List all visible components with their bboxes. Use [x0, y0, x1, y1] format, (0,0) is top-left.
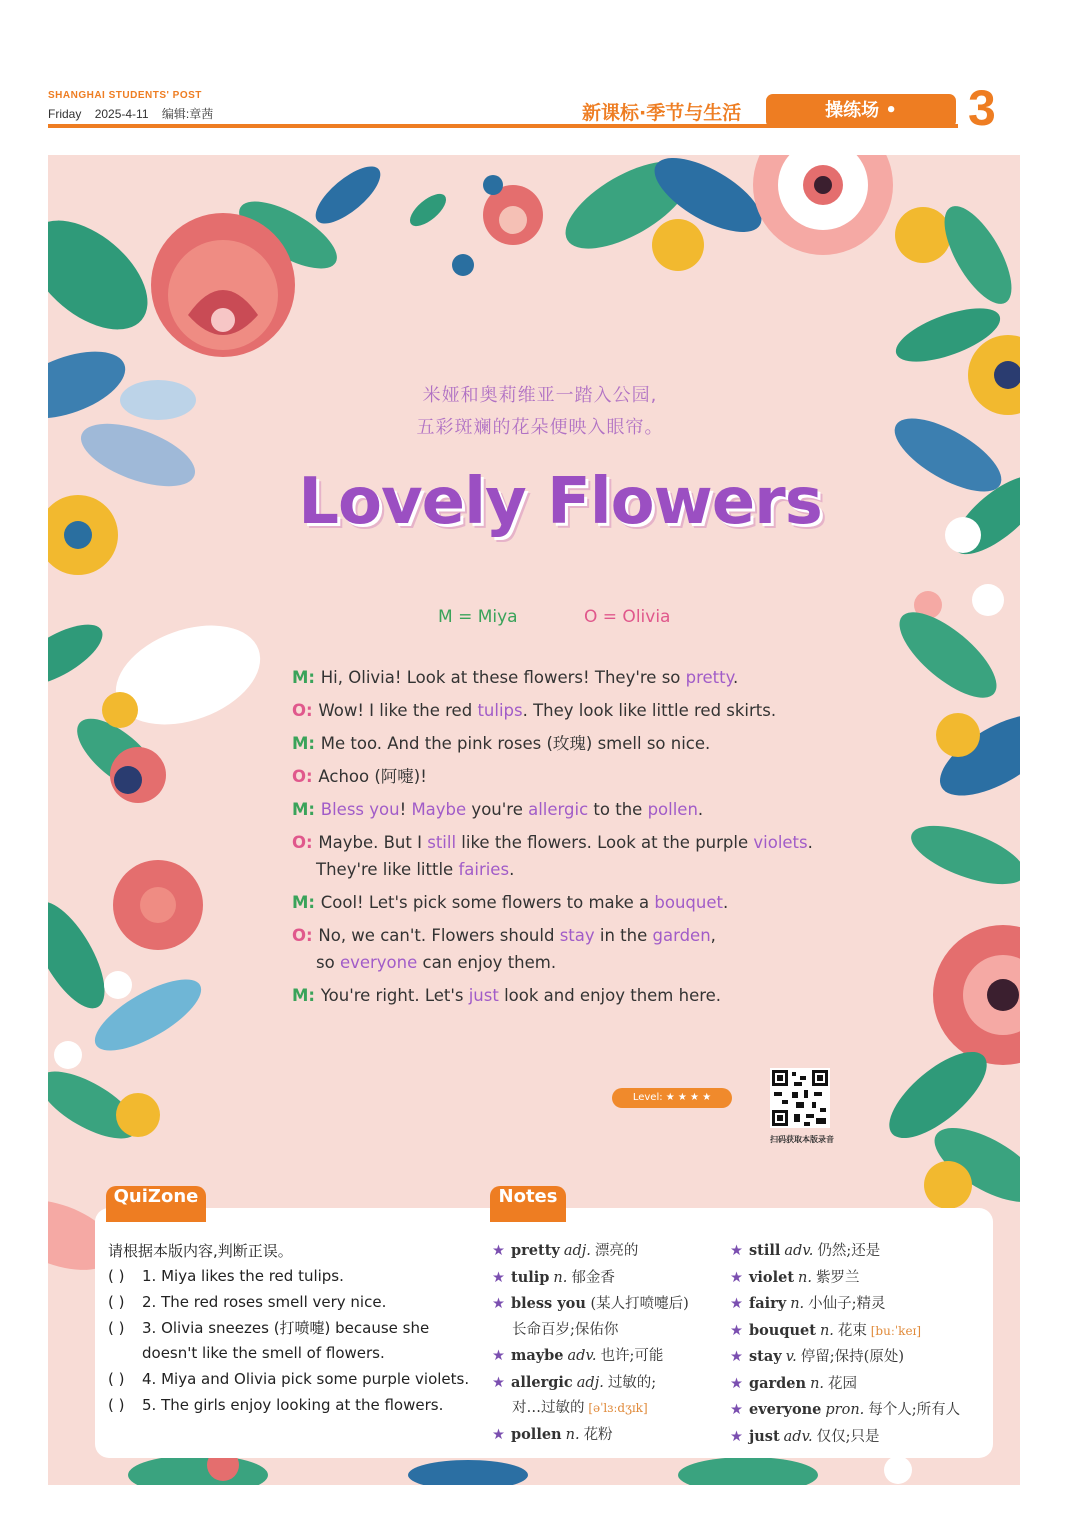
note-word: allergic: [511, 1373, 573, 1391]
article-title: Lovely Flowers: [298, 465, 822, 539]
quizone-tab: QuiZone: [106, 1186, 206, 1222]
newspaper-brand: SHANGHAI STUDENTS' POST: [48, 90, 202, 101]
intro-text: [300, 380, 780, 444]
quiz-item: [108, 1393, 478, 1418]
dialogue-text: ,: [710, 926, 716, 945]
speaker-label: M:: [292, 668, 321, 687]
note-phonetic: [buːˈkeɪ]: [866, 1323, 922, 1338]
note-word: everyone: [749, 1401, 822, 1418]
intro-line-2: 五彩斑斓的花朵便映入眼帘。: [416, 417, 664, 438]
quiz-item: [108, 1264, 478, 1289]
quiz-question: 1. Miya likes the red tulips.: [142, 1267, 344, 1285]
quiz-item: [108, 1290, 478, 1315]
note-item: [492, 1291, 689, 1318]
dialogue-text: Me too. And the pink roses (玫瑰) smell so nice.: [320, 734, 711, 753]
keyword: pretty: [685, 668, 734, 687]
dialogue-text: you're: [466, 800, 529, 819]
keyword: Bless you: [320, 800, 400, 819]
note-meaning: 紫罗兰: [816, 1269, 860, 1286]
note-meaning: 过敏的;: [607, 1374, 657, 1391]
note-item: [730, 1318, 960, 1345]
dialogue-text: .: [733, 668, 739, 687]
note-part-of-speech: adv.: [784, 1243, 814, 1259]
note-item: [492, 1370, 689, 1397]
answer-blank: ( ): [108, 1370, 125, 1388]
keyword: allergic: [528, 800, 589, 819]
dialogue-text: .: [697, 800, 704, 819]
qr-code-icon[interactable]: [770, 1068, 830, 1128]
note-word: violet: [749, 1268, 795, 1286]
note-meaning: 停留;保持(原处): [800, 1349, 904, 1365]
star-icon: ★: [730, 1428, 743, 1445]
star-icon: ★: [730, 1296, 743, 1312]
dialogue-line: [292, 730, 872, 757]
quiz-question: 2. The red roses smell very nice.: [142, 1293, 387, 1311]
note-meaning: 漂亮的: [594, 1243, 639, 1259]
section-title: 新课标·季节与生活: [582, 102, 742, 124]
dialogue-line: [292, 796, 872, 823]
answer-blank: ( ): [108, 1293, 125, 1311]
note-word: garden: [749, 1374, 807, 1392]
note-word: tulip: [511, 1268, 550, 1286]
issue-info: [48, 105, 223, 122]
answer-blank: ( ): [108, 1396, 125, 1414]
note-part-of-speech: n.: [798, 1269, 812, 1286]
dialogue-line: [292, 763, 872, 790]
star-icon: ★: [492, 1374, 505, 1391]
dialogue-text: Cool! Let's pick some flowers to make a: [320, 893, 655, 912]
star-icon: ★: [730, 1402, 743, 1418]
star-icon: ★: [730, 1375, 743, 1392]
dialogue-text: You're right. Let's: [320, 986, 469, 1005]
dialogue-text: . They look like little red skirts.: [522, 701, 777, 720]
star-icon: ★: [730, 1269, 743, 1286]
note-item: [730, 1397, 960, 1424]
note-word: bless you: [511, 1295, 586, 1312]
note-part-of-speech: n.: [565, 1426, 580, 1443]
quiz-question: 3. Olivia sneezes (打喷嚏) because she doesn't like the smell of flowers.: [142, 1319, 430, 1362]
speaker-label: M:: [292, 800, 321, 819]
note-meaning: 花束: [837, 1322, 867, 1339]
qr-caption: 扫码获取本版录音: [770, 1135, 834, 1144]
header-rule: [48, 124, 958, 128]
note-meaning: 对…过敏的: [512, 1400, 585, 1416]
note-item-continued: [492, 1396, 689, 1422]
star-icon: ★: [492, 1269, 505, 1286]
speaker-label: O:: [292, 926, 319, 945]
dialogue-text: look and enjoy them here.: [498, 986, 722, 1005]
note-meaning: 长命百岁;保佑你: [512, 1321, 619, 1338]
dialogue-text: They're like little: [316, 860, 459, 879]
dialogue-line: [292, 922, 872, 976]
notes-column-1: [492, 1238, 689, 1448]
dialogue-line: [292, 829, 872, 883]
notes-tab: Notes: [490, 1186, 566, 1222]
dialogue-text: .: [722, 893, 729, 912]
note-item: [730, 1424, 960, 1451]
note-part-of-speech: adj.: [563, 1243, 591, 1259]
note-part-of-speech: adv.: [567, 1348, 597, 1364]
dialogue-text: so: [316, 953, 340, 972]
dialogue-text: Hi, Olivia! Look at these flowers! They're so: [320, 668, 686, 687]
note-part-of-speech: n.: [553, 1269, 568, 1286]
speaker-label: M:: [292, 986, 321, 1005]
dialogue-text: Maybe. But I: [318, 833, 428, 852]
star-icon: ★: [730, 1322, 743, 1339]
dialogue-continuation: [292, 949, 872, 976]
note-word: bouquet: [749, 1321, 816, 1339]
note-meaning: 郁金香: [571, 1269, 615, 1286]
speaker-legend-olivia: O = Olivia: [584, 607, 671, 627]
dialogue-text: No, we can't. Flowers should: [318, 926, 560, 945]
note-item: [730, 1371, 960, 1398]
note-item: [492, 1265, 689, 1292]
quiz-question: 4. Miya and Olivia pick some purple violets.: [142, 1370, 470, 1388]
dialogue-continuation: [292, 856, 872, 883]
page-number: 3: [968, 80, 996, 136]
speaker-label: O:: [292, 701, 319, 720]
issue-day: Friday: [48, 107, 82, 121]
intro-line-1: 米娅和奥莉维亚一踏入公园,: [422, 385, 658, 406]
star-icon: ★: [730, 1243, 743, 1259]
dialogue-text: Achoo (阿嚏)!: [318, 767, 427, 786]
note-meaning: 也许;可能: [600, 1348, 664, 1364]
note-word: pollen: [511, 1425, 562, 1443]
note-part-of-speech: n.: [790, 1296, 805, 1312]
note-word: just: [749, 1427, 780, 1445]
speaker-label: O:: [292, 767, 319, 786]
note-part-of-speech: pron.: [825, 1402, 865, 1418]
dialogue-text: in the: [594, 926, 653, 945]
note-item: [730, 1265, 960, 1292]
star-icon: ★: [492, 1243, 505, 1259]
speaker-legend-miya: M = Miya: [438, 607, 518, 627]
note-phonetic: [əˈlɜːdʒɪk]: [584, 1401, 648, 1415]
note-item: [492, 1422, 689, 1449]
dialogue-text: can enjoy them.: [417, 953, 557, 972]
keyword: Maybe: [411, 800, 467, 819]
note-part-of-speech: adj.: [576, 1374, 604, 1391]
note-item: [730, 1344, 960, 1371]
note-part-of-speech: n.: [810, 1375, 825, 1392]
note-item: [730, 1238, 960, 1265]
note-part-of-speech: v.: [785, 1349, 797, 1365]
note-part-of-speech: adv.: [783, 1428, 813, 1445]
speaker-label: O:: [292, 833, 319, 852]
dialogue-line: [292, 697, 872, 724]
dialogue-text: .: [807, 833, 813, 852]
note-word: fairy: [749, 1295, 787, 1312]
keyword: still: [427, 833, 457, 852]
keyword: fairies: [458, 860, 510, 879]
note-meaning: (某人打喷嚏后): [590, 1296, 689, 1312]
star-icon: ★: [492, 1426, 505, 1443]
keyword: bouquet: [654, 893, 723, 912]
notes-column-2: [730, 1238, 960, 1450]
dialogue-text: !: [399, 800, 412, 819]
note-item: [730, 1291, 960, 1318]
note-meaning: 花园: [828, 1375, 858, 1392]
section-tag: 操练场 • Playground: [766, 94, 956, 128]
note-item: [492, 1238, 689, 1265]
note-word: still: [749, 1242, 781, 1259]
note-word: maybe: [511, 1347, 564, 1364]
speaker-label: M:: [292, 734, 321, 753]
note-item: [492, 1343, 689, 1370]
answer-blank: ( ): [108, 1319, 125, 1337]
keyword: violets: [753, 833, 808, 852]
keyword: tulips: [477, 701, 523, 720]
note-meaning: 仍然;还是: [817, 1243, 881, 1259]
quiz-question: 5. The girls enjoy looking at the flowers.: [142, 1396, 444, 1414]
dialogue: [292, 664, 872, 1015]
note-meaning: 小仙子;精灵: [808, 1296, 886, 1312]
note-item-continued: [492, 1318, 689, 1344]
quiz-item: [108, 1367, 478, 1392]
note-meaning: 仅仅;只是: [816, 1428, 880, 1445]
note-part-of-speech: n.: [819, 1322, 834, 1339]
note-meaning: 花粉: [583, 1426, 613, 1443]
star-icon: ★: [730, 1349, 743, 1365]
issue-editor: 编辑:章茜: [161, 107, 214, 121]
note-meaning: 每个人;所有人: [868, 1402, 961, 1418]
issue-date: 2025-4-11: [94, 107, 149, 121]
keyword: just: [468, 986, 499, 1005]
speaker-label: M:: [292, 893, 321, 912]
note-word: stay: [749, 1348, 782, 1365]
dialogue-line: [292, 664, 872, 691]
quiz-list: [108, 1264, 478, 1419]
keyword: garden: [652, 926, 711, 945]
note-word: pretty: [511, 1242, 560, 1259]
dialogue-text: like the flowers. Look at the purple: [456, 833, 754, 852]
quiz-item: [108, 1316, 478, 1366]
dialogue-line: [292, 889, 872, 916]
keyword: pollen: [647, 800, 698, 819]
dialogue-text: Wow! I like the red: [318, 701, 478, 720]
difficulty-level-badge: Level: ★ ★ ★ ★: [612, 1088, 732, 1108]
keyword: everyone: [339, 953, 418, 972]
quiz-instruction: 请根据本版内容,判断正误。: [108, 1242, 293, 1260]
dialogue-text: .: [509, 860, 515, 879]
star-icon: ★: [492, 1348, 505, 1364]
dialogue-line: [292, 982, 872, 1009]
star-icon: ★: [492, 1296, 505, 1312]
keyword: stay: [559, 926, 595, 945]
answer-blank: ( ): [108, 1267, 125, 1285]
dialogue-text: to the: [588, 800, 648, 819]
